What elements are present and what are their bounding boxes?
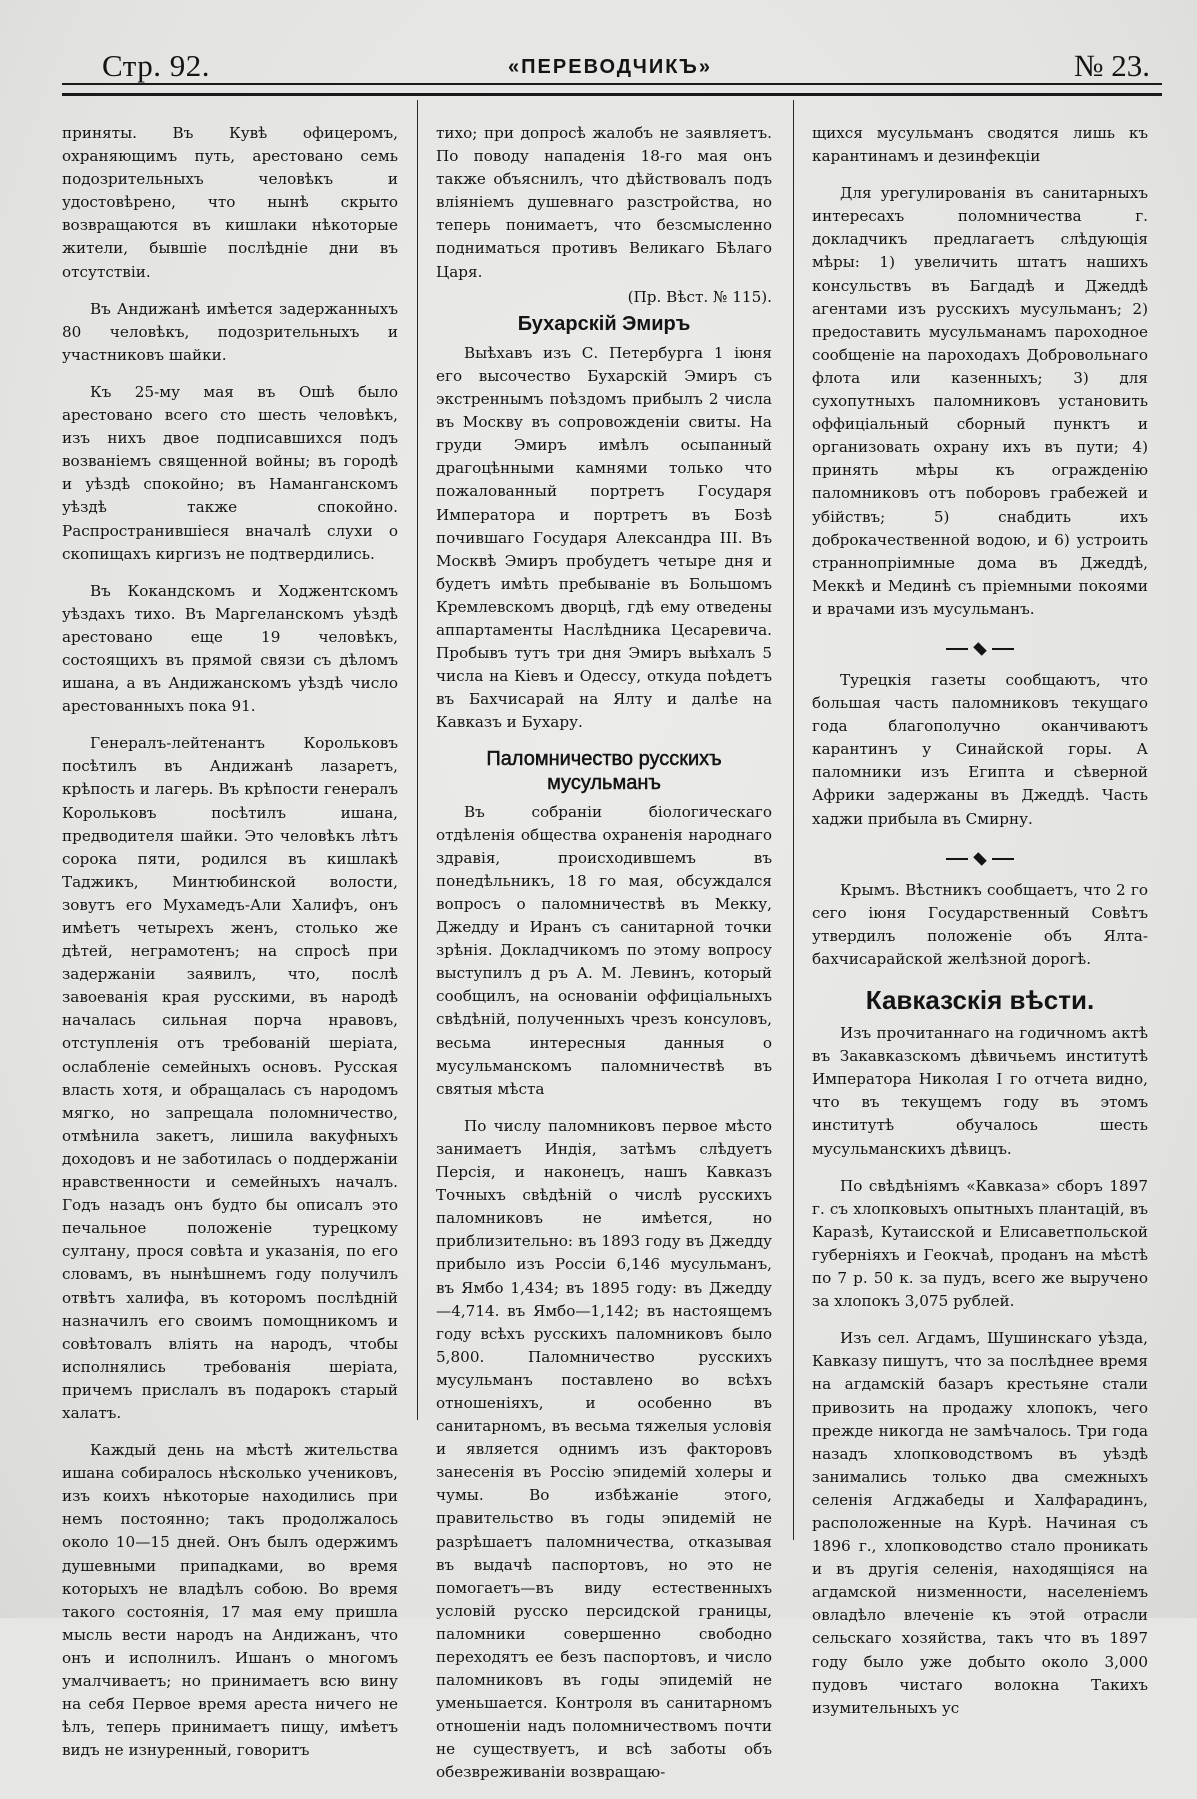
paragraph: Турецкія газеты сообщаютъ, что большая часть паломниковъ текущаго года благополучно оканчиваютъ карантинъ у Синайской горы. А паломники изъ Египта и сѣверной Африки задержаны въ Джеддѣ. Часть хаджи прибыла въ Смирну. xyxy=(812,670,1148,828)
paragraph: Въ собраніи біологическаго отдѣленія общества охраненія народнаго здравія, происходившемъ въ понедѣльникъ, 18 го мая, обсуждался вопросъ о паломничествѣ въ Мекку, Джедду и Иранъ съ санитарной точки зрѣнія. Докладчикомъ по этому вопросу выступилъ д ръ А. М. Левинъ, который сообщилъ, на основаніи оффиціальныхъ свѣдѣній, полученныхъ чрезъ консуловъ, весьма интересныя данныя о мусульманскомъ паломничествѣ въ святыя мѣста xyxy=(436,802,772,1098)
newspaper-title: «ПЕРЕВОДЧИКЪ» xyxy=(508,56,712,78)
header-rule-bottom xyxy=(62,93,1162,96)
column-1 xyxy=(62,122,398,1776)
paragraph: Изъ сел. Агдамъ, Шушинскаго уѣзда, Кавказу пишутъ, что за послѣднее время на агдамскій базаръ крестьяне стали привозить на продажу хлопокъ, чего прежде никогда не замѣчалось. Три года назадъ хлопководствомъ въ уѣздѣ занимались только два смежныхъ селенія Агджабеды и Халфарадинъ, расположенные на Курѣ. Начиная съ 1896 г., хлопководство стало проникать и въ другія селенія, находящіяся на агдамской низменности, населеніемъ овладѣло влеченіе къ этой отрасли сельскаго хозяйства, такъ что въ 1897 году было уже добыто около 3,000 пудовъ чистаго волокна Такихъ изумительныхъ ус xyxy=(812,1329,1148,1717)
divider-bar xyxy=(992,648,1014,650)
issue-number: № 23. xyxy=(1073,48,1150,83)
page-number: Стр. 92. xyxy=(102,48,210,83)
diamond-icon xyxy=(973,852,987,866)
column-divider-1 xyxy=(417,100,418,1420)
paragraph: Каждый день на мѣстѣ жительства ишана собиралось нѣсколько учениковъ, изъ коихъ нѣкоторые находились при немъ постоянно; такъ продолжалось около 10—15 дней. Онъ былъ одержимъ душевными припадками, во время которыхъ не владѣлъ собою. Во время такого состоянія, 17 мая ему пришла мысль вести народъ на Андижанъ, что онъ и исполнилъ. Ишанъ о многомъ умалчиваетъ; но принимаетъ всю вину на себя Первое время ареста ничего не ѣлъ, теперь принимаетъ пищу, имѣетъ видъ не изнуренный, говоритъ xyxy=(62,1441,398,1760)
paragraph: По числу паломниковъ первое мѣсто занимаетъ Индія, затѣмъ слѣдуетъ Персія, и наконецъ, нашъ Кавказъ Точныхъ свѣдѣній о числѣ русскихъ паломниковъ не имѣется, но приблизительно: въ 1893 году въ Джедду прибыло изъ Россіи 6,146 мусульманъ, въ Ямбо 1,434; въ 1895 году: въ Джедду—4,714. въ Ямбо—1,142; въ настоящемъ году всѣхъ русскихъ паломниковъ было 5,800. Паломничество русскихъ мусульманъ поставлено во всѣхъ отношеніяхъ, и особенно въ санитарномъ, въ весьма тяжелыя условія и является однимъ изъ факторовъ занесенія въ Россію эпидемій холеры и чумы. Во избѣжаніе этого, правительство въ годы эпидемій не разрѣшаетъ паломничества, отказывая въ выдачѣ паспортовъ, но это не помогаетъ—въ виду естественныхъ условій русско персидской границы, паломники совершенно свободно переходятъ ее безъ паспортовъ, и число паломниковъ въ годы эпидемій не уменьшается. Контроля въ санитарномъ отношеніи надъ поломничествомъ почти не существуетъ, и всѣ заботы объ обезвреживаніи возвращаю- xyxy=(436,1116,772,1782)
paragraph: По свѣдѣніямъ «Кавказа» сборъ 1897 г. съ хлопковыхъ опытныхъ плантацій, въ Каразѣ, Кутаисской и Елисаветпольской губерніяхъ и Геокчаѣ, проданъ на мѣстѣ по 7 р. 50 к. за пудъ, всего же выручено за хлопокъ 3,075 рублей. xyxy=(812,1176,1148,1311)
paragraph: приняты. Въ Кувѣ офицеромъ, охраняющимъ путь, арестовано семь подозрительныхъ человѣкъ и удостовѣрено, что нынѣ скрыто возвращаются въ кишлаки нѣкоторые жители, бывшіе послѣдніе дни въ отсутствіи. xyxy=(62,124,398,281)
ornament-divider xyxy=(812,637,1148,651)
paragraph: щихся мусульманъ сводятся лишь къ карантинамъ и дезинфекціи xyxy=(812,124,1148,166)
paragraph: Генералъ-лейтенантъ Корольковъ посѣтилъ въ Андижанѣ лазаретъ, крѣпость и лагерь. Въ крѣпости генералъ Корольковъ посѣтилъ ишана, предводителя шайки. Это человѣкъ лѣтъ сорока пяти, родился въ кишлакѣ Таджикъ, Минтюбинской волости, зовутъ его Мухамедъ-Али Халифъ, онъ имѣетъ четырехъ женъ, столько же дѣтей, неграмотенъ; на спросѣ при задержаніи заявилъ, что, послѣ завоеванія края русскими, въ народѣ началась сильная порча нравовъ, отступленія отъ требованій шеріата, ослабленіе семейныхъ основъ. Русская власть хотя, и обращалась съ народомъ мягко, но запрещала поломничество, отмѣнила закетъ, лишила вакуфныхъ доходовъ и не заботилась о поддержаніи нравственности и семейныхъ началъ. Годъ назадъ онъ будто бы описалъ это печальное положеніе турецкому султану, прося совѣта и указанія, по его словамъ, въ нынѣшнемъ году получилъ отвѣтъ халифа, въ которомъ послѣдній назначилъ его своимъ помощникомъ и совѣтовалъ вліять на народъ, чтобы исполнялись требованія шеріата, причемъ прислалъ въ подарокъ старый халатъ. xyxy=(62,734,398,1422)
column-divider-2 xyxy=(793,100,794,1540)
section-heading-caucasus-news: Кавказскія вѣсти. xyxy=(865,985,1095,1015)
divider-bar xyxy=(946,858,968,860)
divider-bar xyxy=(946,648,968,650)
paragraph: Изъ прочитаннаго на годичномъ актѣ въ Закавказскомъ дѣвичьемъ институтѣ Императора Николая I го отчета видно, что въ текущемъ году въ этомъ институтѣ обучалось шесть мусульманскихъ дѣвицъ. xyxy=(812,1024,1148,1158)
paragraph: Къ 25-му мая въ Ошѣ было арестовано всего сто шесть человѣкъ, изъ нихъ двое подписавшихся подъ возваніемъ священной войны; въ городѣ и уѣздѣ спокойно; въ Наманганскомъ уѣздѣ также спокойно. Распространившіеся вначалѣ слухи о скопищахъ киргизъ не подтвердились. xyxy=(62,382,398,563)
source-citation: (Пр. Вѣст. № 115). xyxy=(627,287,772,306)
paragraph: Для урегулированія въ санитарныхъ интересахъ поломничества г. докладчикъ предлагаетъ слѣдующія мѣры: 1) увеличить штатъ нашихъ консульствъ въ Багдадѣ и Джеддѣ агентами изъ русскихъ мусульманъ; 2) предоставить мусульманамъ пароходное сообщеніе на пароходахъ Добровольнаго флота или казенныхъ; 3) для сухопутныхъ паломниковъ установить оффиціальный сборный пунктъ и организовать охрану ихъ въ пути; 4) принять мѣры къ огражденію паломниковъ отъ поборовъ грабежей и убійствъ; 5) снабдить ихъ доброкачественной водою, и 6) устроить страннопріимные дома въ Джеддѣ, Меккѣ и Мединѣ съ пріемными покоями и врачами изъ мусульманъ. xyxy=(812,184,1148,618)
column-2 xyxy=(436,122,772,1799)
paragraph: Въ Андижанѣ имѣется задержанныхъ 80 человѣкъ, подозрительныхъ и участниковъ шайки. xyxy=(62,299,398,364)
header-rule-top xyxy=(62,83,1162,85)
column-3 xyxy=(812,122,1148,1734)
diamond-icon xyxy=(973,642,987,656)
ornament-divider xyxy=(812,847,1148,861)
paragraph: Крымъ. Вѣстникъ сообщаетъ, что 2 го сего іюня Государственный Совѣтъ утвердилъ положеніе объ Ялта-бахчисарайской желѣзной дорогѣ. xyxy=(812,880,1148,968)
paragraph: Выѣхавъ изъ С. Петербурга 1 іюня его высочество Бухарскій Эмиръ съ экстреннымъ поѣздомъ прибылъ 2 числа въ Москву въ сопровожденіи свиты. На груди Эмиръ имѣлъ осыпанный драгоцѣнными камнями только что пожалованный портретъ Государя Императора и портретъ въ Бозѣ почившаго Государя Александра III. Въ Москвѣ Эмиръ пробудетъ четыре дня и будетъ имѣть пребываніе въ Большомъ Кремлевскомъ дворцѣ, гдѣ ему отведены аппартаменты Наслѣдника Цесаревича. Пробывъ тутъ три дня Эмиръ выѣхалъ 5 числа на Кіевъ и Одессу, откуда поѣдетъ въ Бахчисарай на Ялту и далѣе на Кавказъ и Бухару. xyxy=(436,343,772,732)
divider-bar xyxy=(992,858,1014,860)
section-heading-pilgrimage: Паломничество русскихъ мусульманъ xyxy=(486,748,722,794)
paragraph: тихо; при допросѣ жалобъ не заявляетъ. По поводу нападенія 18-го мая онъ также объяснилъ, что дѣйствовалъ подъ вліяніемъ душевнаго разстройства, но теперь понимаетъ, что безсмысленно подниматься противъ Великаго Бѣлаго Царя. xyxy=(436,124,772,281)
section-heading-bukhara-emir: Бухарскій Эмиръ xyxy=(517,312,691,335)
paragraph: Въ Кокандскомъ и Ходжентскомъ уѣздахъ тихо. Въ Маргеланскомъ уѣздѣ арестовано еще 19 человѣкъ, состоящихъ въ прямой связи съ дѣломъ ишана, а въ Андижанскомъ уѣздѣ число арестованныхъ пока 91. xyxy=(62,581,398,716)
